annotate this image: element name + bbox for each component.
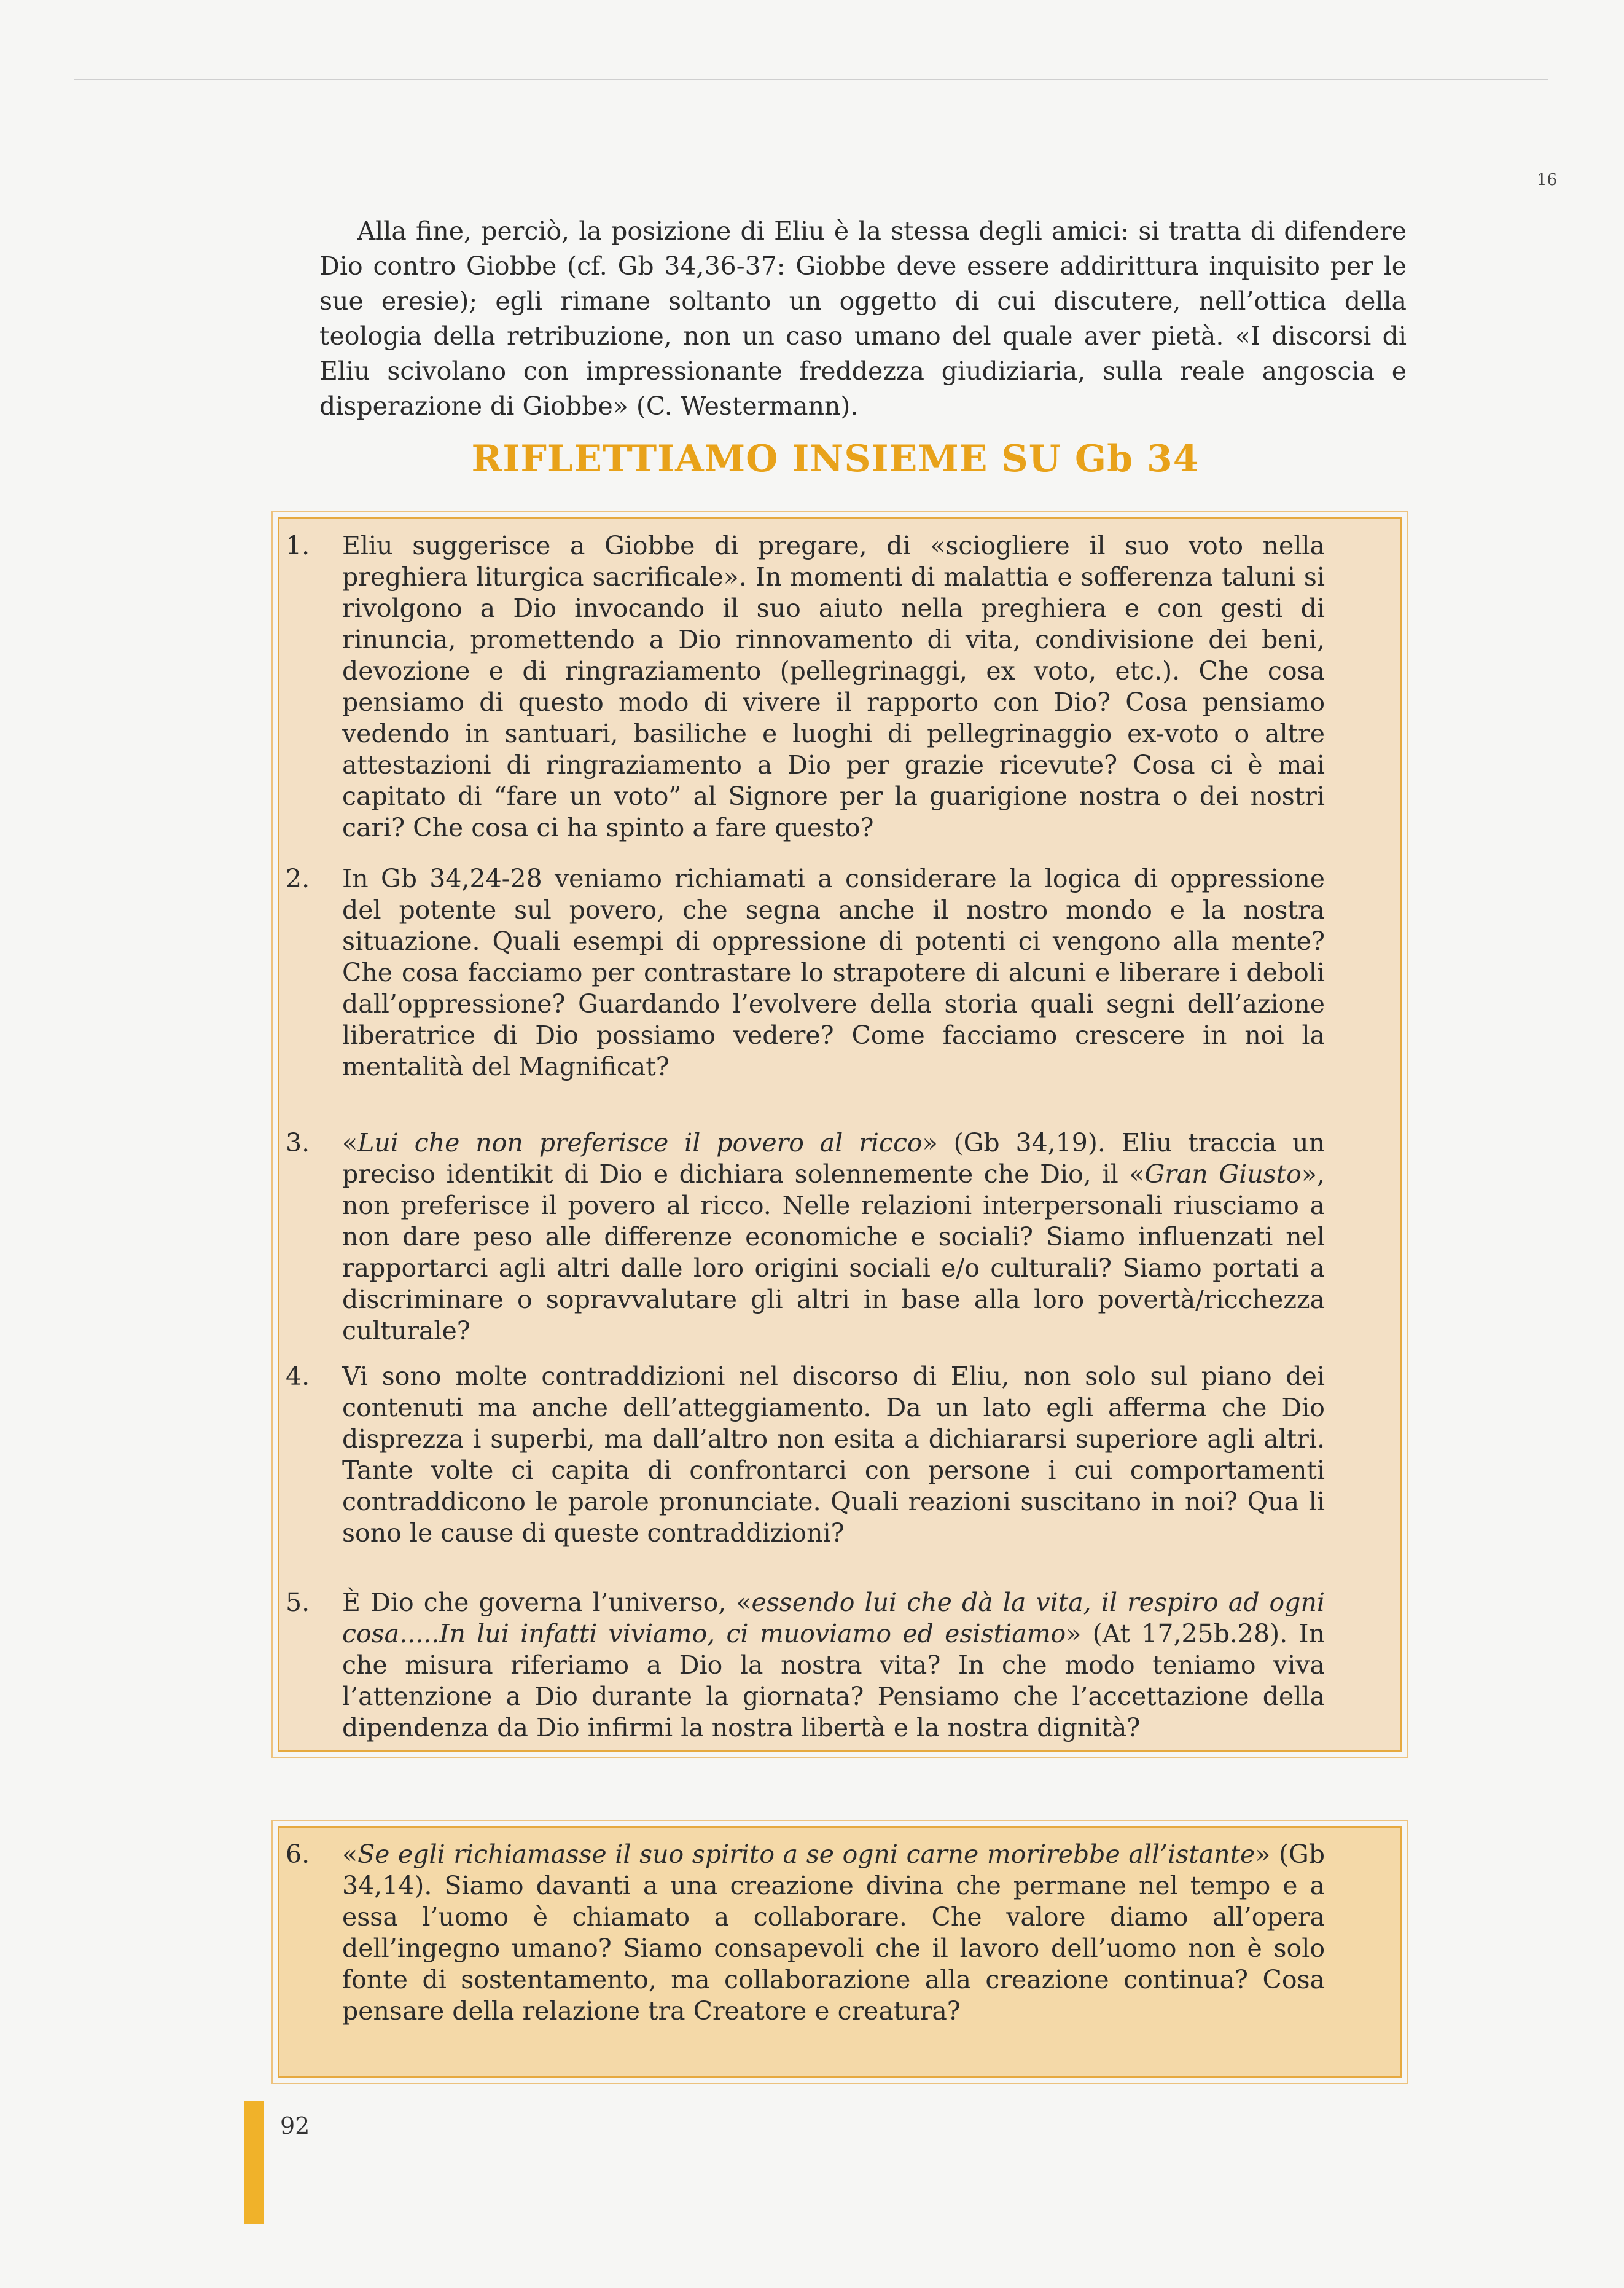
question-1: [286, 530, 1325, 844]
question-text: Vi sono molte contraddizioni nel discorso di Eliu, non solo sul piano dei contenuti ma anche dell’atteggiamento. Da un lato egli afferma che Dio disprezza i superbi, ma dall’altro non esita a dichiararsi superiore agli altri. Tante volte ci capita di confrontarci con persone i cui comportamenti contraddicono le parole pronunciate. Quali reazioni suscitano in noi? Qua li sono le cause di queste contraddizioni?: [342, 1361, 1325, 1548]
intro-paragraph: Alla fine, perciò, la posizione di Eliu è la stessa degli amici: si tratta di difendere Dio contro Giobbe (cf. Gb 34,36-37: Giobbe deve essere addirittura inquisito per le sue eresie); egli rimane soltanto un oggetto di cui discutere, nell’ottica della teologia della retribuzione, non un caso umano del quale aver pietà. «I discorsi di Eliu scivolano con impressionante freddezza giudiziaria, sulla reale angoscia e disperazione di Giobbe» (C. Westermann).: [319, 216, 1407, 421]
question-text: Eliu suggerisce a Giobbe di pregare, di «sciogliere il suo voto nella preghiera liturgica sacrificale». In momenti di malattia e sofferenza taluni si rivolgono a Dio invocando il suo aiuto nella preghiera e con gesti di rinuncia, promettendo a Dio rinnovamento di vita, condivisione dei beni, devozione e di ringraziamento (pellegrinaggi, ex voto, etc.). Che cosa pensiamo di questo modo di vivere il rapporto con Dio? Cosa pensiamo vedendo in santuari, basiliche e luoghi di pellegrinaggio ex-voto o altre attestazioni di ringraziamento a Dio per grazie ricevute? Cosa ci è mai capitato di “fare un voto” al Signore per la guarigione nostra o dei nostri cari? Che cosa ci ha spinto a fare questo?: [342, 531, 1325, 842]
question-number: 6.: [286, 1839, 310, 1869]
question-3: [286, 1127, 1325, 1347]
section-title: RIFLETTIAMO INSIEME SU Gb 34: [471, 437, 1200, 480]
corner-page-number: 16: [1537, 171, 1558, 189]
question-text: «Se egli richiamasse il suo spirito a se ogni carne morirebbe all’istante» (Gb 34,14). Siamo davanti a una creazione divina che permane nel tempo e a essa l’uomo è chiamato a collaborare. Che valore diamo all’opera dell’ingegno umano? Siamo consapevoli che il lavoro dell’uomo non è solo fonte di sostentamento, ma collaborazione alla creazione continua? Cosa pensare della relazione tra Creatore e creatura?: [342, 1839, 1325, 2026]
question-number: 1.: [286, 531, 310, 560]
question-2: [286, 863, 1325, 1083]
question-5: [286, 1587, 1325, 1744]
highlight-box: [278, 1826, 1402, 2078]
question-6: [286, 1839, 1325, 2027]
question-text: È Dio che governa l’universo, «essendo lui che dà la vita, il respiro ad ogni cosa.....In lui infatti viviamo, ci muoviamo ed esistiamo» (At 17,25b.28). In che misura riferiamo a Dio la nostra vita? In che modo teniamo viva l’attenzione a Dio durante la giornata? Pensiamo che l’accettazione della dipendenza da Dio infirmi la nostra libertà e la nostra dignità?: [342, 1588, 1325, 1742]
page-side-bar: [244, 2101, 264, 2224]
question-text: «Lui che non preferisce il povero al ricco» (Gb 34,19). Eliu traccia un preciso identikit di Dio e dichiara solennemente che Dio, il «Gran Giusto», non preferisce il povero al ricco. Nelle relazioni interpersonali riusciamo a non dare peso alle differenze economiche e sociali? Siamo influenzati nel rapportarci agli altri dalle loro origini sociali e/o culturali? Siamo portati a discriminare o sopravvalutare gli altri in base alla loro povertà/ricchezza culturale?: [342, 1128, 1325, 1346]
question-number: 3.: [286, 1128, 310, 1158]
question-number: 4.: [286, 1361, 310, 1391]
question-number: 5.: [286, 1588, 310, 1617]
question-number: 2.: [286, 864, 310, 893]
page-number: 92: [280, 2112, 310, 2139]
question-text: In Gb 34,24-28 veniamo richiamati a considerare la logica di oppressione del potente sul povero, che segna anche il nostro mondo e la nostra situazione. Quali esempi di oppressione di potenti ci vengono alla mente? Che cosa facciamo per contrastare lo strapotere di alcuni e liberare i deboli dall’oppressione? Guardando l’evolvere della storia quali segni dell’azione liberatrice di Dio possiamo vedere? Come facciamo crescere in noi la mentalità del Magnificat?: [342, 864, 1325, 1081]
quote: Lui che non preferisce il povero al ricco: [357, 1128, 923, 1158]
quote: essendo lui che dà la vita, il respiro ad ogni cosa.....In lui infatti viviamo, ci muoviamo ed esistiamo: [342, 1588, 1325, 1648]
question-4: [286, 1361, 1325, 1549]
questions-box: [278, 517, 1402, 1752]
quote: Se egli richiamasse il suo spirito a se ogni carne morirebbe all’istante: [357, 1839, 1255, 1869]
quote: Gran Giusto: [1144, 1159, 1302, 1189]
top-rule: [74, 79, 1548, 80]
